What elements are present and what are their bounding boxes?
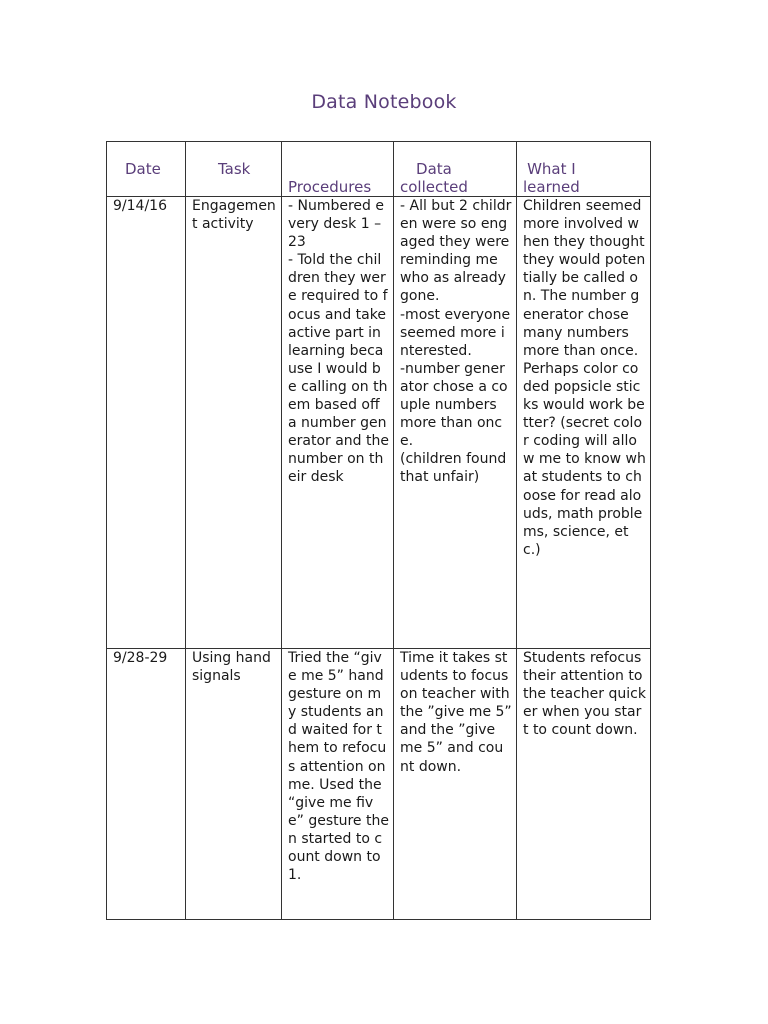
table-row <box>107 197 651 649</box>
table-header-row <box>107 142 651 197</box>
cell-task: Engagement activity <box>186 197 282 649</box>
header-cell-date <box>107 142 186 197</box>
cell-data-collected: Time it takes students to focus on teacher with the ”give me 5” and the ”give me 5” and count down. <box>394 649 517 920</box>
cell-what-i-learned: Students refocus their attention to the teacher quicker when you start to count down. <box>517 649 651 920</box>
cell-procedures: Tried the “give me 5” hand gesture on my students and waited for them to refocus attention on me. Used the “give me five” gesture then started to count down to 1. <box>282 649 394 920</box>
header-cell-procedures <box>282 142 394 197</box>
header-task: Task <box>218 160 251 178</box>
cell-data-collected: - All but 2 children were so engaged they were reminding me who as already gone. -most everyone seemed more interested. -number generator chose a couple numbers more than once. (children found that unfair) <box>394 197 517 649</box>
header-cell-task <box>186 142 282 197</box>
cell-date: 9/14/16 <box>107 197 186 649</box>
table-row <box>107 649 651 920</box>
data-notebook-table <box>106 141 651 920</box>
document-title: Data Notebook <box>311 91 457 113</box>
cell-procedures: - Numbered every desk 1 – 23 - Told the children they were required to focus and take active part in learning because I would be calling on them based off a number generator and the number on their desk <box>282 197 394 649</box>
header-cell-data-collected <box>394 142 517 197</box>
header-date: Date <box>125 160 161 178</box>
header-data-collected: Data collected <box>400 160 468 196</box>
header-cell-what-i-learned <box>517 142 651 197</box>
cell-task: Using hand signals <box>186 649 282 920</box>
cell-date: 9/28-29 <box>107 649 186 920</box>
cell-what-i-learned: Children seemed more involved when they thought they would potentially be called on. The number generator chose many numbers more than once. Perhaps color coded popsicle sticks would work better? (secret color coding will allow me to know what students to choose for read alouds, math problems, science, etc.) <box>517 197 651 649</box>
header-what-i-learned: What I learned <box>523 160 580 196</box>
header-procedures: Procedures <box>288 178 372 196</box>
